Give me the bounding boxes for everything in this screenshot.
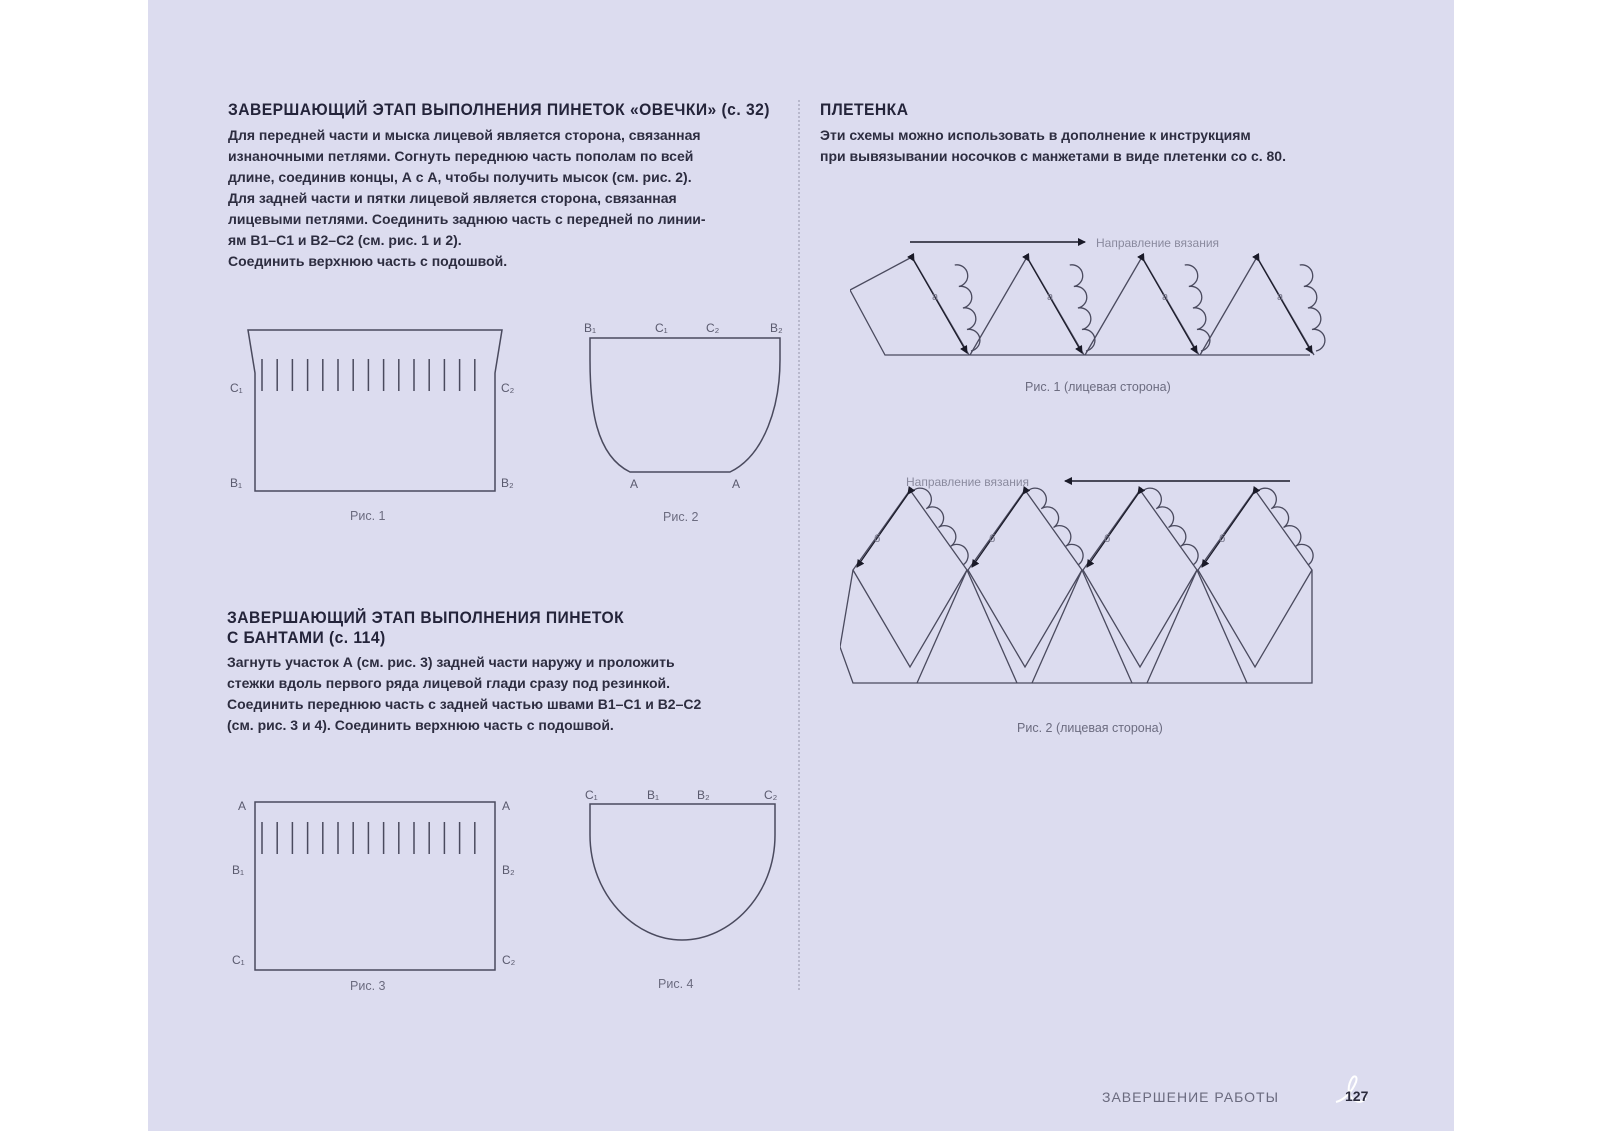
text-line: Загнуть участок А (см. рис. 3) задней части наружу и проложить xyxy=(227,654,675,670)
edge-arrow xyxy=(1029,261,1082,353)
text-line: лицевыми петлями. Соединить заднюю часть с передней по линии- xyxy=(228,211,706,227)
figure-3-back-piece xyxy=(220,790,520,980)
label-b2: B₂ xyxy=(502,863,515,877)
section-text-pletenka xyxy=(820,125,1286,167)
edge-arrow xyxy=(1202,494,1253,567)
text-line: стежки вдоль первого ряда лицевой глади сразу под резинкой. xyxy=(227,675,671,691)
caption-fig3: Рис. 3 xyxy=(350,979,386,993)
edge-label: б xyxy=(874,533,881,545)
edge-label: a xyxy=(1162,291,1169,303)
label-c2: C₂ xyxy=(502,953,516,967)
label-b2: B₂ xyxy=(770,321,783,335)
edge-label: a xyxy=(1047,291,1054,303)
direction-label: Направление вязания xyxy=(1096,236,1220,250)
edge-arrow xyxy=(914,261,967,353)
edge-label: a xyxy=(1277,291,1284,303)
text-line: длине, соединив концы, А с А, чтобы получить мысок (см. рис. 2). xyxy=(228,169,692,185)
fabric-edge xyxy=(850,257,912,290)
edge-arrow xyxy=(972,494,1023,567)
caption-fig1: Рис. 1 xyxy=(350,509,386,523)
figure-weave-1 xyxy=(850,225,1350,370)
text-line: Соединить верхнюю часть с подошвой. xyxy=(228,253,508,269)
page-number: 127 xyxy=(1345,1088,1369,1104)
section-text-banty xyxy=(227,652,701,736)
label-c1: C₁ xyxy=(230,381,243,395)
label-c1: C₁ xyxy=(232,953,245,967)
fabric-edge xyxy=(1085,257,1142,355)
text-line: Для передней части и мыска лицевой является сторона, связанная xyxy=(228,127,701,143)
column-divider xyxy=(798,100,800,990)
edge-arrow xyxy=(1144,261,1197,353)
label-b2: B₂ xyxy=(697,788,710,802)
section-text-ovechki xyxy=(228,125,706,272)
fabric-edge xyxy=(1032,570,1082,683)
label-c2: C₂ xyxy=(764,788,778,802)
diamond xyxy=(968,490,1082,667)
label-a2: A xyxy=(732,477,741,491)
section-title-banty-2: С БАНТАМИ (с. 114) xyxy=(227,628,386,647)
figure-2-front-piece xyxy=(580,315,800,495)
figure-4-sole xyxy=(580,785,800,965)
diamond xyxy=(853,490,967,667)
text-line: ям В1–С1 и В2–С2 (см. рис. 1 и 2). xyxy=(228,232,462,248)
text-line: (см. рис. 3 и 4). Соединить верхнюю часть с подошвой. xyxy=(227,717,614,733)
label-a1: A xyxy=(630,477,639,491)
label-c2: C₂ xyxy=(501,381,515,395)
figure-1-back-piece xyxy=(220,315,520,515)
caption-fig4: Рис. 4 xyxy=(658,977,694,991)
section-title-pletenka: ПЛЕТЕНКА xyxy=(820,100,909,119)
stitch-scallop xyxy=(914,488,968,565)
fabric-edge xyxy=(1147,570,1197,683)
edge-arrow xyxy=(857,494,908,567)
fabric-edge xyxy=(917,570,967,683)
label-c1: C₁ xyxy=(585,788,598,802)
footer-section-title: ЗАВЕРШЕНИЕ РАБОТЫ xyxy=(1102,1089,1279,1105)
base-line xyxy=(850,290,1310,355)
text-line: изнаночными петлями. Согнуть переднюю часть пополам по всей xyxy=(228,148,694,164)
section-title-ovechki: ЗАВЕРШАЮЩИЙ ЭТАП ВЫПОЛНЕНИЯ ПИНЕТОК «ОВЕЧКИ» (с. 32) xyxy=(228,100,770,119)
label-b1: B₁ xyxy=(647,788,660,802)
label-b1: B₁ xyxy=(584,321,597,335)
label-a2: A xyxy=(502,799,511,813)
stitch-scallop xyxy=(1029,488,1083,565)
caption-fig2: Рис. 2 xyxy=(663,510,699,524)
stitch-scallop xyxy=(1144,488,1198,565)
fabric-edge xyxy=(1082,570,1132,683)
stitch-scallop xyxy=(1259,488,1313,565)
fabric-edge xyxy=(1200,257,1257,355)
edge-label: б xyxy=(989,533,996,545)
edge-label: a xyxy=(932,291,939,303)
diamond xyxy=(1198,490,1312,667)
figure-weave-2 xyxy=(840,470,1360,710)
edge-label: б xyxy=(1104,533,1111,545)
label-c2: C₂ xyxy=(706,321,720,335)
edge-arrow xyxy=(1259,261,1312,353)
label-c1: C₁ xyxy=(655,321,668,335)
caption-weave-2: Рис. 2 (лицевая сторона) xyxy=(1017,721,1163,735)
text-line: Эти схемы можно использовать в дополнение к инструкциям xyxy=(820,127,1251,143)
fabric-edge xyxy=(967,570,1017,683)
text-line: Для задней части и пятки лицевой является сторона, связанная xyxy=(228,190,677,206)
direction-label: Направление вязания xyxy=(906,475,1030,489)
label-a1: A xyxy=(238,799,247,813)
caption-weave-1: Рис. 1 (лицевая сторона) xyxy=(1025,380,1171,394)
label-b1: B₁ xyxy=(232,863,245,877)
section-title-banty-1: ЗАВЕРШАЮЩИЙ ЭТАП ВЫПОЛНЕНИЯ ПИНЕТОК xyxy=(227,608,625,627)
edge-label: б xyxy=(1219,533,1226,545)
label-b2: B₂ xyxy=(501,476,514,490)
edge-arrow xyxy=(1087,494,1138,567)
fabric-edge xyxy=(1197,570,1247,683)
label-b1: B₁ xyxy=(230,476,243,490)
fabric-edge xyxy=(970,257,1027,355)
text-line: при вывязывании носочков с манжетами в виде плетенки со с. 80. xyxy=(820,148,1286,164)
diamond xyxy=(1083,490,1197,667)
text-line: Соединить переднюю часть с задней частью швами В1–С1 и В2–С2 xyxy=(227,696,702,712)
